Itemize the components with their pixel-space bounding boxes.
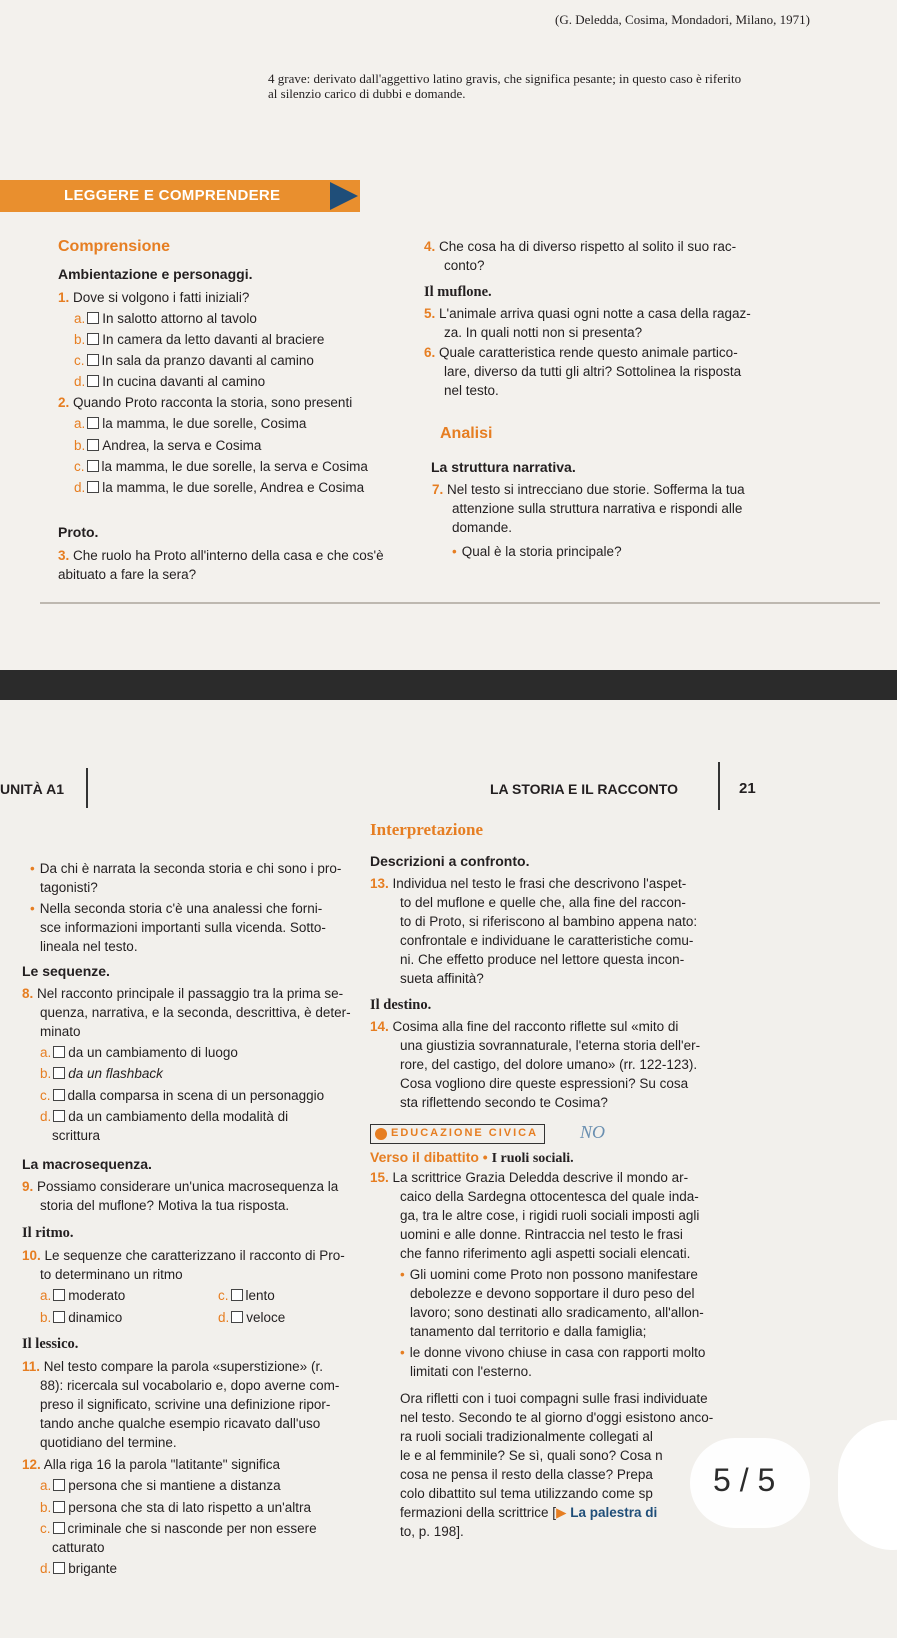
checkbox[interactable] xyxy=(53,1522,65,1534)
question-10-line-2: to determinano un ritmo xyxy=(40,1267,183,1282)
left-bullet-2-line-3: lineala nel testo. xyxy=(40,939,138,954)
ambientazione-heading: Ambientazione e personaggi. xyxy=(58,266,253,282)
question-8: 8. Nel racconto principale il passaggio tra la prima se- xyxy=(22,986,344,1001)
checkbox[interactable] xyxy=(53,1089,65,1101)
q8-option-a[interactable]: a. da un cambiamento di luogo xyxy=(40,1045,238,1060)
q2-option-d[interactable]: d. la mamma, le due sorelle, Andrea e Cosima xyxy=(74,480,365,495)
footnote xyxy=(268,71,741,87)
question-4: 4. Che cosa ha di diverso rispetto al solito il suo rac- xyxy=(424,239,737,254)
question-3: 3. Che ruolo ha Proto all'interno della casa e che cos'è xyxy=(58,548,384,563)
checkbox[interactable] xyxy=(53,1067,65,1079)
left-bullet-1-line-2: tagonisti? xyxy=(40,880,98,895)
q12-option-a[interactable]: a. persona che si mantiene a distanza xyxy=(40,1478,281,1493)
q15-paragraph-line-7: fermazioni della scrittrice [▶ La palestra di xyxy=(400,1505,658,1520)
question-7-line-3: domande. xyxy=(452,520,513,535)
question-4-line-2: conto? xyxy=(444,258,485,273)
q15-paragraph-line-4: le e al femminile? Se sì, quali sono? Cosa n xyxy=(400,1448,663,1463)
divider xyxy=(40,602,880,604)
question-3-line-2: abituato a fare la sera? xyxy=(58,567,197,582)
q15-paragraph-line-5: cosa ne pensa il resto della classe? Prepa xyxy=(400,1467,653,1482)
question-7: 7. Nel testo si intrecciano due storie. Sofferma la tua xyxy=(432,482,745,497)
question-15-line-2: caico della Sardegna ottocentesca del quale inda- xyxy=(400,1189,699,1204)
comprensione-heading: Comprensione xyxy=(58,238,171,255)
header-divider-2 xyxy=(718,762,720,810)
pager-badge[interactable] xyxy=(690,1438,810,1528)
q2-option-b[interactable]: b. Andrea, la serva e Cosima xyxy=(74,438,262,453)
question-11-line-3: preso il significato, scrivine una definizione ripor- xyxy=(40,1397,331,1412)
q10-option-a[interactable]: a. moderato xyxy=(40,1288,126,1303)
question-11-line-2: 88): ricercala sul vocabolario e, dopo averne com- xyxy=(40,1378,340,1393)
q8-option-c[interactable]: c. dalla comparsa in scena di un personaggio xyxy=(40,1088,325,1103)
question-5: 5. L'animale arriva quasi ogni notte a casa della ragaz- xyxy=(424,306,751,321)
struttura-heading: La struttura narrativa. xyxy=(431,459,576,475)
muflone-heading: Il muflone. xyxy=(424,284,492,300)
educazione-civica-badge: EDUCAZIONE CIVICA xyxy=(370,1124,545,1144)
descrizioni-heading: Descrizioni a confronto. xyxy=(370,853,530,869)
question-5-line-2: za. In quali notti non si presenta? xyxy=(444,325,643,340)
q1-option-b[interactable]: b. In camera da letto davanti al braciere xyxy=(74,332,325,347)
dibattito-heading: Verso il dibattito • I ruoli sociali. xyxy=(370,1149,574,1166)
interpretazione-heading: Interpretazione xyxy=(370,820,483,839)
proto-heading: Proto. xyxy=(58,524,99,540)
q15-bullet-1-line-2: debolezze e devono sopportare il duro peso del xyxy=(410,1286,695,1301)
question-6-line-3: nel testo. xyxy=(444,383,499,398)
question-9: 9. Possiamo considerare un'unica macrosequenza la xyxy=(22,1179,339,1194)
palestra-link[interactable]: La palestra di xyxy=(570,1505,658,1520)
footnote-line-1: grave: derivato dall'aggettivo latino gravis, che significa pesante; in questo caso è riferito xyxy=(277,71,742,86)
q15-paragraph-line-2: nel testo. Secondo te al giorno d'oggi esistono anco- xyxy=(400,1410,714,1425)
pager-text: 5 / 5 xyxy=(713,1462,776,1498)
q1-option-a[interactable]: a. In salotto attorno al tavolo xyxy=(74,311,257,326)
q2-option-c[interactable]: c. la mamma, le due sorelle, la serva e Cosima xyxy=(74,459,368,474)
checkbox[interactable] xyxy=(87,417,99,429)
q12-option-d[interactable]: d. brigante xyxy=(40,1561,118,1576)
q15-bullet-2-line-2: limitati con l'esterno. xyxy=(410,1364,532,1379)
checkbox[interactable] xyxy=(231,1311,243,1323)
q12-option-b[interactable]: b. persona che sta di lato rispetto a un'altra xyxy=(40,1500,311,1515)
question-9-line-2: storia del muflone? Motiva la tua risposta. xyxy=(40,1198,290,1213)
question-12: 12. Alla riga 16 la parola "latitante" significa xyxy=(22,1457,281,1472)
question-14-line-4: Cosa vogliono dire queste espressioni? Su cosa xyxy=(400,1076,689,1091)
checkbox[interactable] xyxy=(53,1046,65,1058)
question-15-line-4: uomini e alle donne. Rintraccia nel testo le frasi xyxy=(400,1227,683,1242)
q10-option-c[interactable]: c. lento xyxy=(218,1288,275,1303)
question-6: 6. Quale caratteristica rende questo animale partico- xyxy=(424,345,738,360)
page-top xyxy=(0,0,897,670)
checkbox[interactable] xyxy=(87,333,99,345)
question-7-bullet: • Qual è la storia principale? xyxy=(452,543,622,560)
question-15-line-3: ga, tra le altre cose, i rigidi ruoli sociali imposti agli xyxy=(400,1208,700,1223)
destino-heading: Il destino. xyxy=(370,997,432,1013)
q8-option-d-cont: scrittura xyxy=(52,1128,101,1143)
q15-paragraph-line-1: Ora rifletti con i tuoi compagni sulle frasi individuate xyxy=(400,1391,708,1406)
question-13-line-3: to di Proto, si riferiscono al bambino appena nato: xyxy=(400,914,698,929)
checkbox[interactable] xyxy=(87,354,99,366)
checkbox[interactable] xyxy=(53,1311,65,1323)
banner-arrow-icon xyxy=(330,182,358,210)
checkbox[interactable] xyxy=(53,1110,65,1122)
q10-option-b[interactable]: b. dinamico xyxy=(40,1310,123,1325)
question-14: 14. Cosima alla fine del racconto riflette sul «mito di xyxy=(370,1019,679,1034)
handwritten-note: NO xyxy=(580,1122,606,1142)
q8-option-d[interactable]: d. da un cambiamento della modalità di xyxy=(40,1109,289,1124)
question-11-line-5: quotidiano del termine. xyxy=(40,1435,177,1450)
header-divider xyxy=(86,768,88,808)
question-14-line-3: rore, del castigo, del dolore umano» (rr. 122-123). xyxy=(400,1057,698,1072)
q2-option-a[interactable]: a. la mamma, le due sorelle, Cosima xyxy=(74,416,307,431)
footnote-number: 4 xyxy=(268,71,275,86)
civics-icon xyxy=(375,1128,387,1140)
left-bullet-2-line-2: sce informazioni importanti sulla vicenda. Sotto- xyxy=(40,920,326,935)
q8-option-b[interactable]: b. da un flashback xyxy=(40,1066,163,1081)
q1-option-c[interactable]: c. In sala da pranzo davanti al camino xyxy=(74,353,314,368)
q15-bullet-1-line-3: lavoro; sono destinati allo sradicamento, all'allon- xyxy=(410,1305,704,1320)
sequenze-heading: Le sequenze. xyxy=(22,963,110,979)
checkbox[interactable] xyxy=(53,1562,65,1574)
q15-paragraph-line-8: to, p. 198]. xyxy=(400,1524,464,1539)
question-15: 15. La scrittrice Grazia Deledda descrive il mondo ar- xyxy=(370,1170,689,1185)
question-14-line-5: sta riflettendo secondo te Cosima? xyxy=(400,1095,608,1110)
question-7-line-2: attenzione sulla struttura narrativa e rispondi alle xyxy=(452,501,743,516)
page-number: 21 xyxy=(739,780,756,797)
banner-title: LEGGERE E COMPRENDERE xyxy=(64,187,281,204)
q15-bullet-1: • Gli uomini come Proto non possono manifestare xyxy=(400,1266,698,1283)
question-10: 10. Le sequenze che caratterizzano il racconto di Pro- xyxy=(22,1248,345,1263)
q15-paragraph-line-3: ra ruoli sociali tradizionalmente collegati al xyxy=(400,1429,653,1444)
analisi-heading: Analisi xyxy=(440,425,493,442)
question-13-line-2: to del muflone e quelle che, alla fine del raccon- xyxy=(400,895,686,910)
checkbox[interactable] xyxy=(231,1289,243,1301)
lessico-heading: Il lessico. xyxy=(22,1336,79,1352)
q15-bullet-1-line-4: tanamento dal territorio e dalla famiglia; xyxy=(410,1324,647,1339)
checkbox[interactable] xyxy=(87,481,99,493)
unit-label: UNITÀ A1 xyxy=(0,781,65,797)
checkbox[interactable] xyxy=(53,1289,65,1301)
question-11: 11. Nel testo compare la parola «superstizione» (r. xyxy=(22,1359,323,1374)
checkbox[interactable] xyxy=(87,375,99,387)
question-13-line-4: confrontale e individuane le caratteristiche comu- xyxy=(400,933,694,948)
q12-option-c-cont: catturato xyxy=(52,1540,105,1555)
q10-option-d[interactable]: d. veloce xyxy=(218,1310,286,1325)
macrosequenza-heading: La macrosequenza. xyxy=(22,1156,152,1172)
checkbox[interactable] xyxy=(53,1501,65,1513)
section-title: LA STORIA E IL RACCONTO xyxy=(490,781,678,797)
checkbox[interactable] xyxy=(87,439,99,451)
q1-option-d[interactable]: d. In cucina davanti al camino xyxy=(74,374,266,389)
arrow-icon: ▶ xyxy=(556,1505,567,1520)
question-8-line-3: minato xyxy=(40,1024,81,1039)
next-page-button[interactable] xyxy=(838,1420,897,1550)
question-2: 2. Quando Proto racconta la storia, sono presenti xyxy=(58,395,353,410)
question-13-line-6: sueta affinità? xyxy=(400,971,484,986)
question-13-line-5: ni. Che effetto produce nel lettore questa incon- xyxy=(400,952,685,967)
footnote-line-2: al silenzio carico di dubbi e domande. xyxy=(268,86,466,101)
left-bullet-2: • Nella seconda storia c'è una analessi che forni- xyxy=(30,900,322,917)
question-1: 1. Dove si volgono i fatti iniziali? xyxy=(58,290,250,305)
checkbox[interactable] xyxy=(53,1479,65,1491)
ritmo-heading: Il ritmo. xyxy=(22,1225,74,1241)
checkbox[interactable] xyxy=(87,312,99,324)
citation: (G. Deledda, Cosima, Mondadori, Milano, 1971) xyxy=(555,12,810,27)
question-15-line-5: che fanno riferimento agli aspetti sociali elencati. xyxy=(400,1246,691,1261)
q15-paragraph-line-6: colo dibattito sul tema utilizzando come sp xyxy=(400,1486,653,1501)
question-14-line-2: una giustizia sovrannaturale, l'eterna storia dell'er- xyxy=(400,1038,701,1053)
page-bottom xyxy=(0,700,897,1638)
left-bullet-1: • Da chi è narrata la seconda storia e chi sono i pro- xyxy=(30,860,341,877)
section-banner xyxy=(0,180,360,212)
checkbox[interactable] xyxy=(87,460,99,472)
question-8-line-2: quenza, narrativa, e la seconda, descrittiva, è deter- xyxy=(40,1005,351,1020)
q12-option-c[interactable]: c. criminale che si nasconde per non essere xyxy=(40,1521,317,1536)
q15-bullet-2: • le donne vivono chiuse in casa con rapporti molto xyxy=(400,1344,705,1361)
question-13: 13. Individua nel testo le frasi che descrivono l'aspet- xyxy=(370,876,687,891)
question-6-line-2: lare, diverso da tutti gli altri? Sottolinea la risposta xyxy=(444,364,742,379)
question-11-line-4: tando anche qualche esempio ricavato dall'uso xyxy=(40,1416,321,1431)
